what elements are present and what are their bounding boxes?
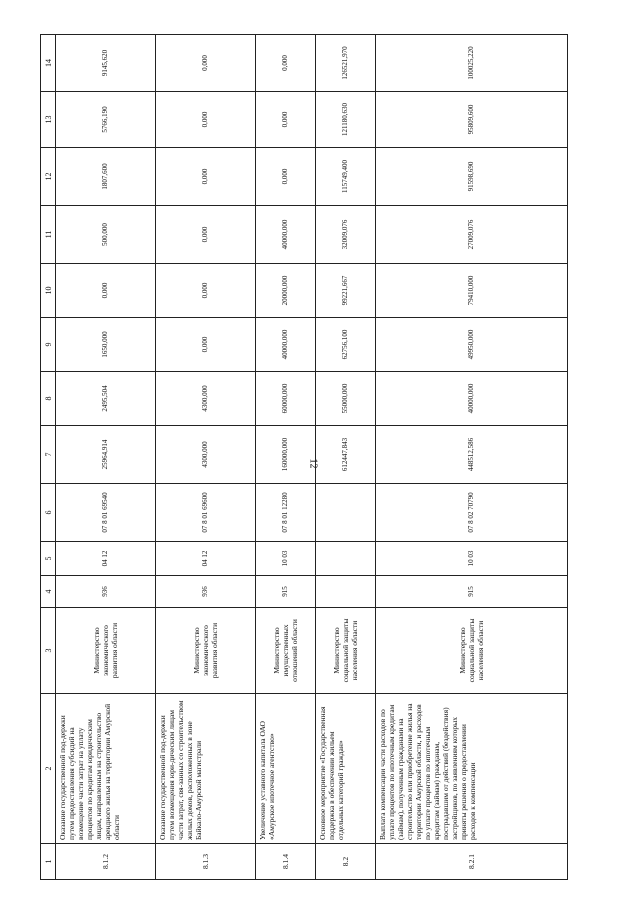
rzpr-code: 04 12: [56, 542, 156, 576]
col-number-6: 6: [41, 484, 56, 542]
col-number-2: 2: [41, 694, 56, 844]
row-number: 8.1.2: [56, 844, 156, 880]
col-number-1: 1: [41, 844, 56, 880]
row-number: 8.2.1: [376, 844, 568, 880]
csr-code: 07 8 01 69540: [56, 484, 156, 542]
page-number: 12: [307, 458, 319, 469]
value-col-8: 55000,000: [316, 372, 376, 426]
responsible-executor: Министерство социальной защиты населения области: [316, 608, 376, 694]
value-col-11: 40000,000: [256, 206, 316, 264]
csr-code: 07 8 01 12280: [256, 484, 316, 542]
grbs-code: 915: [256, 576, 316, 608]
rzpr-code: 10 03: [256, 542, 316, 576]
col-number-3: 3: [41, 608, 56, 694]
value-col-13: 5766,190: [56, 92, 156, 148]
value-col-10: 99221,667: [316, 264, 376, 318]
table-row: [316, 35, 376, 880]
row-number: 8.1.4: [256, 844, 316, 880]
measure-description: Увеличение уставного капитала ОАО «Амурское ипотечное агентство»: [256, 694, 316, 844]
value-col-14: 100025,220: [376, 35, 568, 92]
col-number-5: 5: [41, 542, 56, 576]
col-number-7: 7: [41, 426, 56, 484]
value-col-9: 40000,000: [256, 318, 316, 372]
value-col-9: 1650,000: [56, 318, 156, 372]
responsible-executor: Министерство социальной защиты населения области: [376, 608, 568, 694]
value-col-14: 126521,970: [316, 35, 376, 92]
row-number: 8.2: [316, 844, 376, 880]
value-col-7: 612447,843: [316, 426, 376, 484]
value-col-7: 4300,000: [156, 426, 256, 484]
value-col-10: 0,000: [56, 264, 156, 318]
value-col-10: 20000,000: [256, 264, 316, 318]
rzpr-code: 04 12: [156, 542, 256, 576]
measure-description: Выплата компенсации части расходов по уплате процентов по ипотечным кредитам (займам), полученным гражданами на строительство или приобретение жилья на территории Амурской области, и расходов по уплате процентов по ипотечным кредитам (займам) гражданам, пострадавшим от действий (бездействия) застройщиков, по заявлениям которых приняты решения о предоставлении расходов к компенсации: [376, 694, 568, 844]
table-row: [256, 35, 316, 880]
responsible-executor: Министерство экономического развития области: [156, 608, 256, 694]
value-col-10: 79410,000: [376, 264, 568, 318]
measure-description: Оказание государственной под-держки путем возмещения юри-дическим лицам части затрат, свя-занных со строительством жилых домов, расположенных в зоне Байкало-Амурской магистрали: [156, 694, 256, 844]
value-col-11: 500,000: [56, 206, 156, 264]
value-col-11: 27009,076: [376, 206, 568, 264]
responsible-executor: Министерство имущественных отношений области: [256, 608, 316, 694]
csr-code: [316, 484, 376, 542]
value-col-12: 91598,690: [376, 148, 568, 206]
grbs-code: [316, 576, 376, 608]
table-row: [156, 35, 256, 880]
col-number-8: 8: [41, 372, 56, 426]
col-number-10: 10: [41, 264, 56, 318]
table-row: [56, 35, 156, 880]
value-col-14: 0,000: [156, 35, 256, 92]
grbs-code: 936: [156, 576, 256, 608]
rotated-table-frame: [40, 35, 566, 880]
value-col-12: 0,000: [256, 148, 316, 206]
value-col-12: 0,000: [156, 148, 256, 206]
value-col-12: 115749,400: [316, 148, 376, 206]
grbs-code: 915: [376, 576, 568, 608]
csr-code: 07 8 02 70790: [376, 484, 568, 542]
value-col-9: 49950,000: [376, 318, 568, 372]
col-number-11: 11: [41, 206, 56, 264]
rzpr-code: [316, 542, 376, 576]
value-col-11: 0,000: [156, 206, 256, 264]
value-col-13: 121180,630: [316, 92, 376, 148]
value-col-7: 160000,000: [256, 426, 316, 484]
rzpr-code: 10 03: [376, 542, 568, 576]
value-col-13: 0,000: [256, 92, 316, 148]
value-col-13: 95809,600: [376, 92, 568, 148]
value-col-14: 0,000: [256, 35, 316, 92]
value-col-7: 25964,914: [56, 426, 156, 484]
responsible-executor: Министерство экономического развития области: [56, 608, 156, 694]
csr-code: 07 8 01 69600: [156, 484, 256, 542]
row-number: 8.1.3: [156, 844, 256, 880]
column-number-row: [41, 35, 56, 880]
value-col-10: 0,000: [156, 264, 256, 318]
value-col-7: 448512,586: [376, 426, 568, 484]
value-col-12: 1807,600: [56, 148, 156, 206]
col-number-4: 4: [41, 576, 56, 608]
value-col-8: 2495,504: [56, 372, 156, 426]
col-number-13: 13: [41, 92, 56, 148]
measure-description: Оказание государственной под-держки путем предоставления субсидий на возмещение части затрат на уплату процентов по кредитам юридическим лицам, направленным на строительство арендного жилья на территории Амурской области: [56, 694, 156, 844]
value-col-9: 0,000: [156, 318, 256, 372]
budget-table: [40, 34, 568, 880]
value-col-14: 9145,620: [56, 35, 156, 92]
measure-description: Основное мероприятие «Государственная поддержка в обеспечении жильем отдельных категорий граждан»: [316, 694, 376, 844]
value-col-8: 4300,000: [156, 372, 256, 426]
value-col-8: 40000,000: [376, 372, 568, 426]
value-col-8: 60000,000: [256, 372, 316, 426]
value-col-11: 32009,076: [316, 206, 376, 264]
col-number-12: 12: [41, 148, 56, 206]
value-col-13: 0,000: [156, 92, 256, 148]
col-number-9: 9: [41, 318, 56, 372]
value-col-9: 62756,100: [316, 318, 376, 372]
grbs-code: 936: [56, 576, 156, 608]
table-row: [376, 35, 568, 880]
col-number-14: 14: [41, 35, 56, 92]
